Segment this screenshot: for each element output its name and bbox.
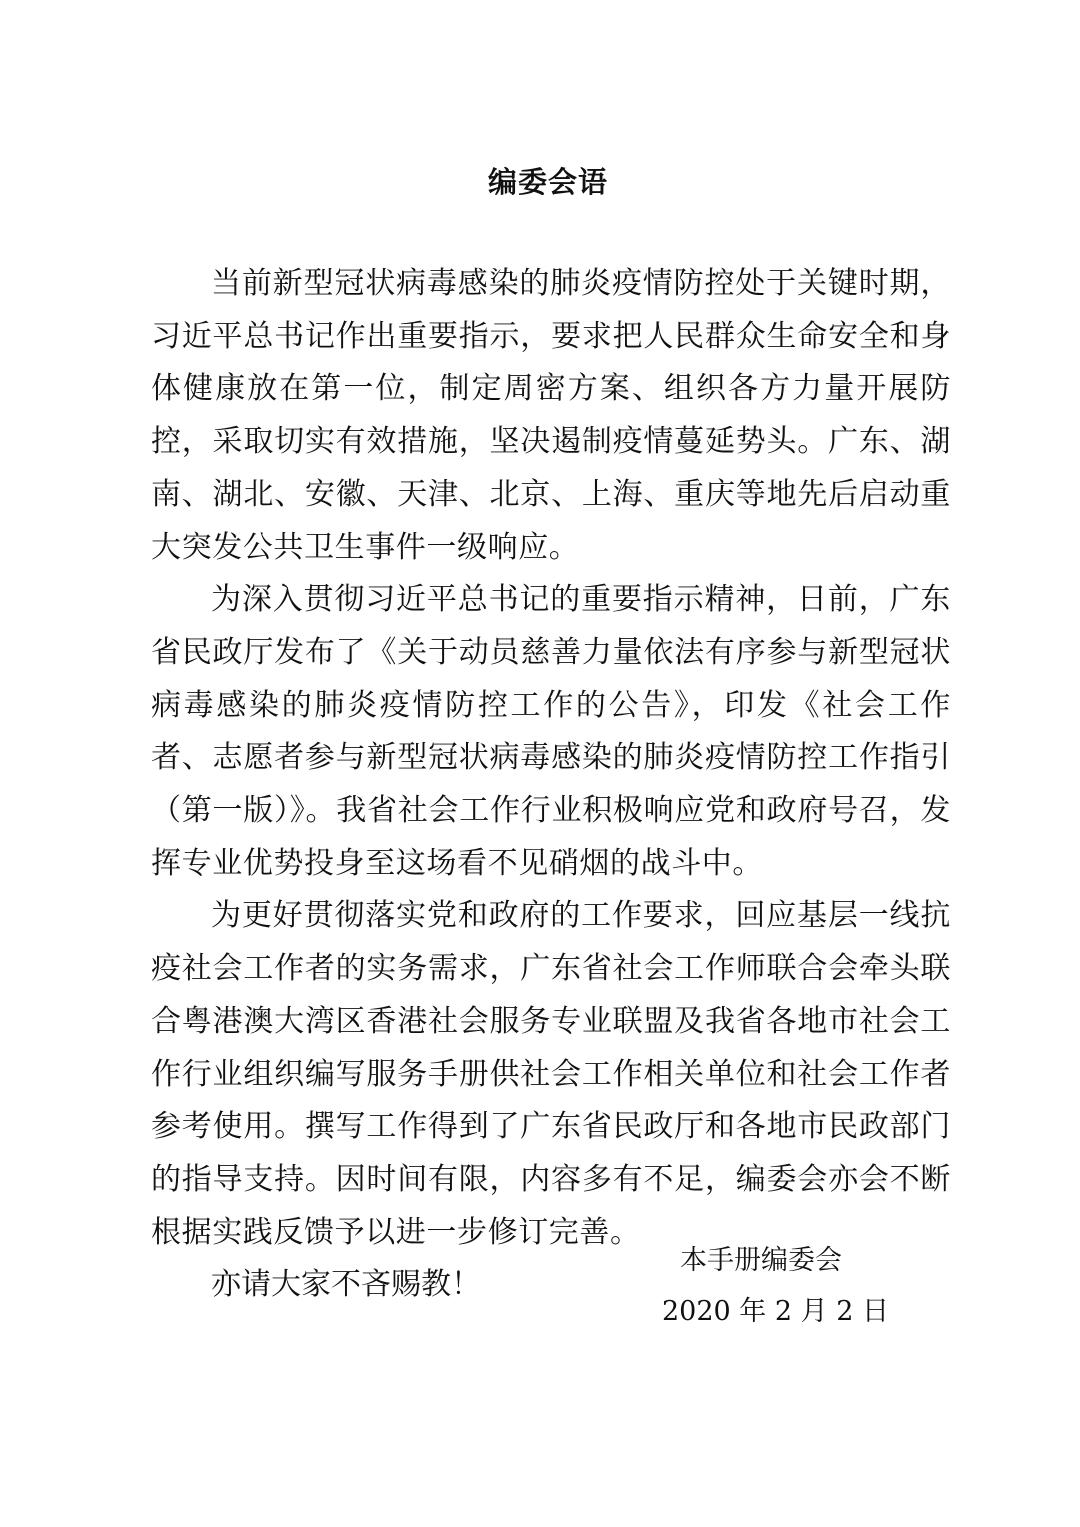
document-title: 编委会语 [487,165,608,199]
signature-date: 2020 年 2 月 2 日 [662,1296,889,1327]
paragraph-3: 为更好贯彻落实党和政府的工作要求，回应基层一线抗疫社会工作者的实务需求，广东省社会工作师联合会牵头联合粤港澳大湾区香港社会服务专业联盟及我省各地市社会工作行业组织编写服务手册供社会工作相关单位和社会工作者参考使用。撰写工作得到了广东省民政厅和各地市民政部门的指导支持。因时间有限，内容多有不足，编委会亦会不断根据实践反馈予以进一步修订完善。 [151,898,951,1250]
signature-organization: 本手册编委会 [680,1245,842,1276]
document-body [151,258,951,1312]
paragraph-1: 当前新型冠状病毒感染的肺炎疫情防控处于关键时期，习近平总书记作出重要指示，要求把人民群众生命安全和身体健康放在第一位，制定周密方案、组织各方力量开展防控，采取切实有效措施，坚决遏制疫情蔓延势头。广东、湖南、湖北、安徽、天津、北京、上海、重庆等地先后启动重大突发公共卫生事件一级响应。 [151,266,951,565]
closing-line: 亦请大家不吝赐教！ [211,1267,481,1303]
paragraph-2: 为深入贯彻习近平总书记的重要指示精神，日前，广东省民政厅发布了《关于动员慈善力量依法有序参与新型冠状病毒感染的肺炎疫情防控工作的公告》，印发《社会工作者、志愿者参与新型冠状病毒感染的肺炎疫情防控工作指引（第一版）》。我省社会工作行业积极响应党和政府号召，发挥专业优势投身至这场看不见硝烟的战斗中。 [151,582,951,881]
